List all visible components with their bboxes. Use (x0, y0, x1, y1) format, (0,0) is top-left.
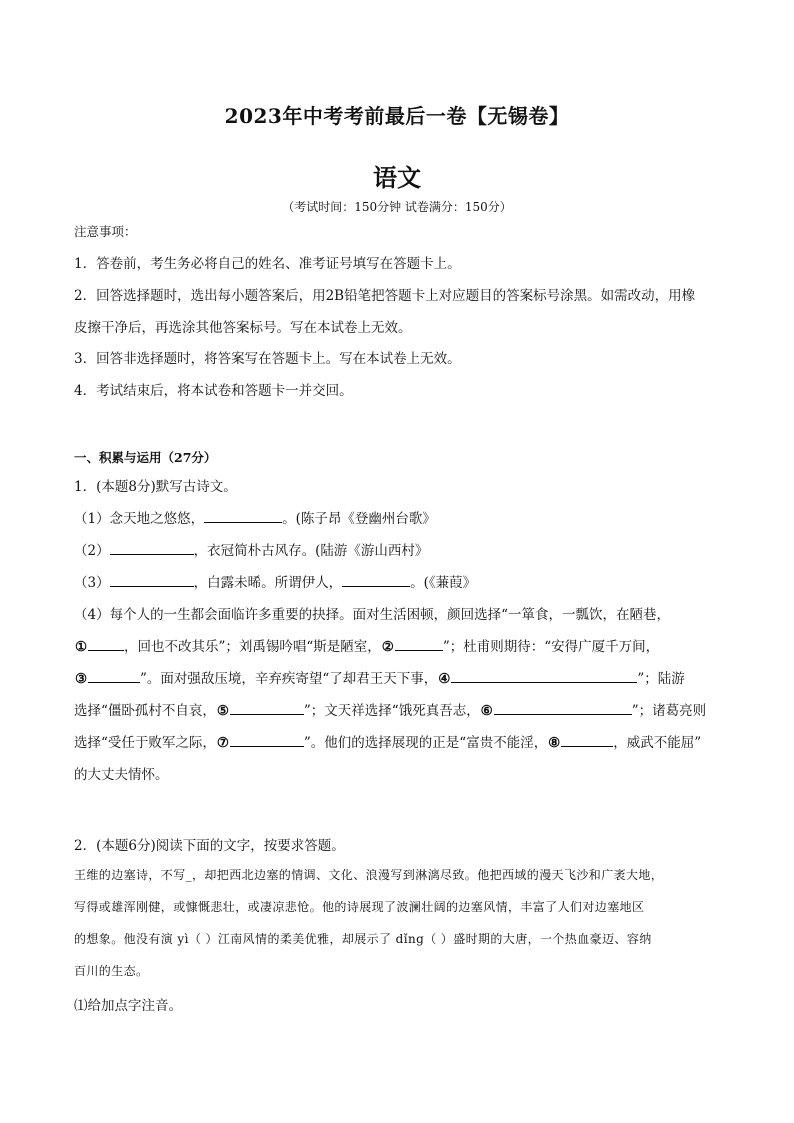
text: 选择“受任于败军之际， (74, 735, 216, 751)
marker-3: ③ (74, 671, 88, 687)
text: ，白露未晞。所谓伊人， (193, 575, 343, 591)
q1-part-4-line-2 (74, 635, 659, 655)
q1-part-3 (74, 571, 476, 591)
text: （3） (74, 575, 110, 591)
answer-blank[interactable] (494, 702, 632, 715)
text: ”。面对强敌压境，辛弃疾寄望“了却君王天下事， (140, 671, 438, 687)
text: 。(陈子昂《登幽州台歌》 (282, 511, 436, 527)
passage-line: 写得或雄浑刚健，或慷慨悲壮，或凄凉悲怆。他的诗展现了波澜壮阔的边塞风情，丰富了人们对边塞地区 (74, 900, 645, 914)
text: ”；杜甫则期待：“安得广厦千万间， (442, 639, 660, 655)
subject-title: 语文 (373, 163, 421, 192)
answer-blank[interactable] (342, 574, 410, 587)
answer-blank[interactable] (230, 734, 304, 747)
marker-1: ① (74, 639, 88, 655)
marker-4: ④ (438, 671, 451, 687)
q2-sub-1: ⑴给加点字注音。 (74, 998, 182, 1014)
text: ”；陆游 (637, 671, 685, 687)
answer-blank[interactable] (204, 510, 282, 523)
q1-part-2 (74, 539, 428, 559)
marker-7: ⑦ (216, 735, 229, 751)
notice-heading: 注意事项： (74, 224, 137, 239)
q1-part-1 (74, 507, 436, 527)
answer-blank[interactable] (230, 702, 304, 715)
notice-item: 1．答卷前，考生务必将自己的姓名、准考证号填写在答题卡上。 (74, 256, 461, 272)
answer-blank[interactable] (88, 670, 140, 683)
q1-part-4-line-3 (74, 667, 685, 687)
passage-line: 王维的边塞诗，不写_，却把西北边塞的情调、文化、浪漫写到淋漓尽致。他把西域的漫天飞沙和广袤大地， (74, 868, 664, 882)
section-heading: 一、积累与运用（27分） (74, 450, 217, 465)
answer-blank[interactable] (451, 670, 637, 683)
passage-line: 百川的生态。 (74, 964, 149, 978)
question-1-stem: 1．(本题8分)默写古诗文。 (74, 479, 237, 495)
q1-part-4-line-5 (74, 731, 701, 751)
q1-part-4-line-1: （4）每个人的一生都会面临许多重要的抉择。面对生活困顿，颜回选择“一箪食，一瓢饮，在陋巷， (74, 607, 670, 623)
answer-blank[interactable] (561, 734, 613, 747)
text: （1）念天地之悠悠， (74, 511, 205, 527)
marker-6: ⑥ (480, 703, 493, 719)
text: （2） (74, 543, 110, 559)
passage-line: 的想象。他没有演 yì（ ）江南风情的柔美优雅，却展示了 dǐng（ ）盛时期的大唐，一个热血豪迈、容纳 (74, 932, 652, 946)
question-2-stem: 2．(本题6分)阅读下面的文字，按要求答题。 (74, 838, 345, 854)
text: ”；诸葛亮则 (631, 703, 707, 719)
answer-blank[interactable] (110, 574, 194, 587)
q1-part-4-line-4 (74, 699, 706, 719)
notice-item: 3．回答非选择题时，将答案写在答题卡上。写在本试卷上无效。 (74, 351, 461, 367)
exam-info: （考试时间：150分钟 试卷满分：150分） (282, 200, 512, 214)
marker-5: ⑤ (216, 703, 229, 719)
answer-blank[interactable] (110, 542, 194, 555)
text: ，回也不改其乐”；刘禹锡吟唱“斯是陋室， (124, 639, 381, 655)
text: 选择“僵卧孤村不自哀， (74, 703, 216, 719)
notice-item: 2．回答选择题时，选出每小题答案后，用2B铅笔把答题卡上对应题目的答案标号涂黑。如需改动，用橡 (74, 288, 696, 304)
marker-2: ② (381, 639, 394, 655)
answer-blank[interactable] (395, 638, 443, 651)
notice-item: 皮擦干净后，再选涂其他答案标号。写在本试卷上无效。 (74, 320, 412, 336)
text: ”。他们的选择展现的正是“富贵不能淫， (303, 735, 548, 751)
text: ，威武不能屈” (613, 735, 702, 751)
q1-part-4-line-6: 的大丈夫情怀。 (74, 767, 169, 783)
exam-title: 2023年中考考前最后一卷【无锡卷】 (224, 104, 570, 128)
text: 。(《蒹葭》 (410, 575, 477, 591)
text: ”；文天祥选择“饿死真吾志， (303, 703, 480, 719)
marker-8: ⑧ (548, 735, 561, 751)
notice-item: 4．考试结束后，将本试卷和答题卡一并交回。 (74, 383, 353, 399)
text: ，衣冠简朴古风存。(陆游《游山西村》 (193, 543, 429, 559)
answer-blank[interactable] (88, 638, 124, 651)
